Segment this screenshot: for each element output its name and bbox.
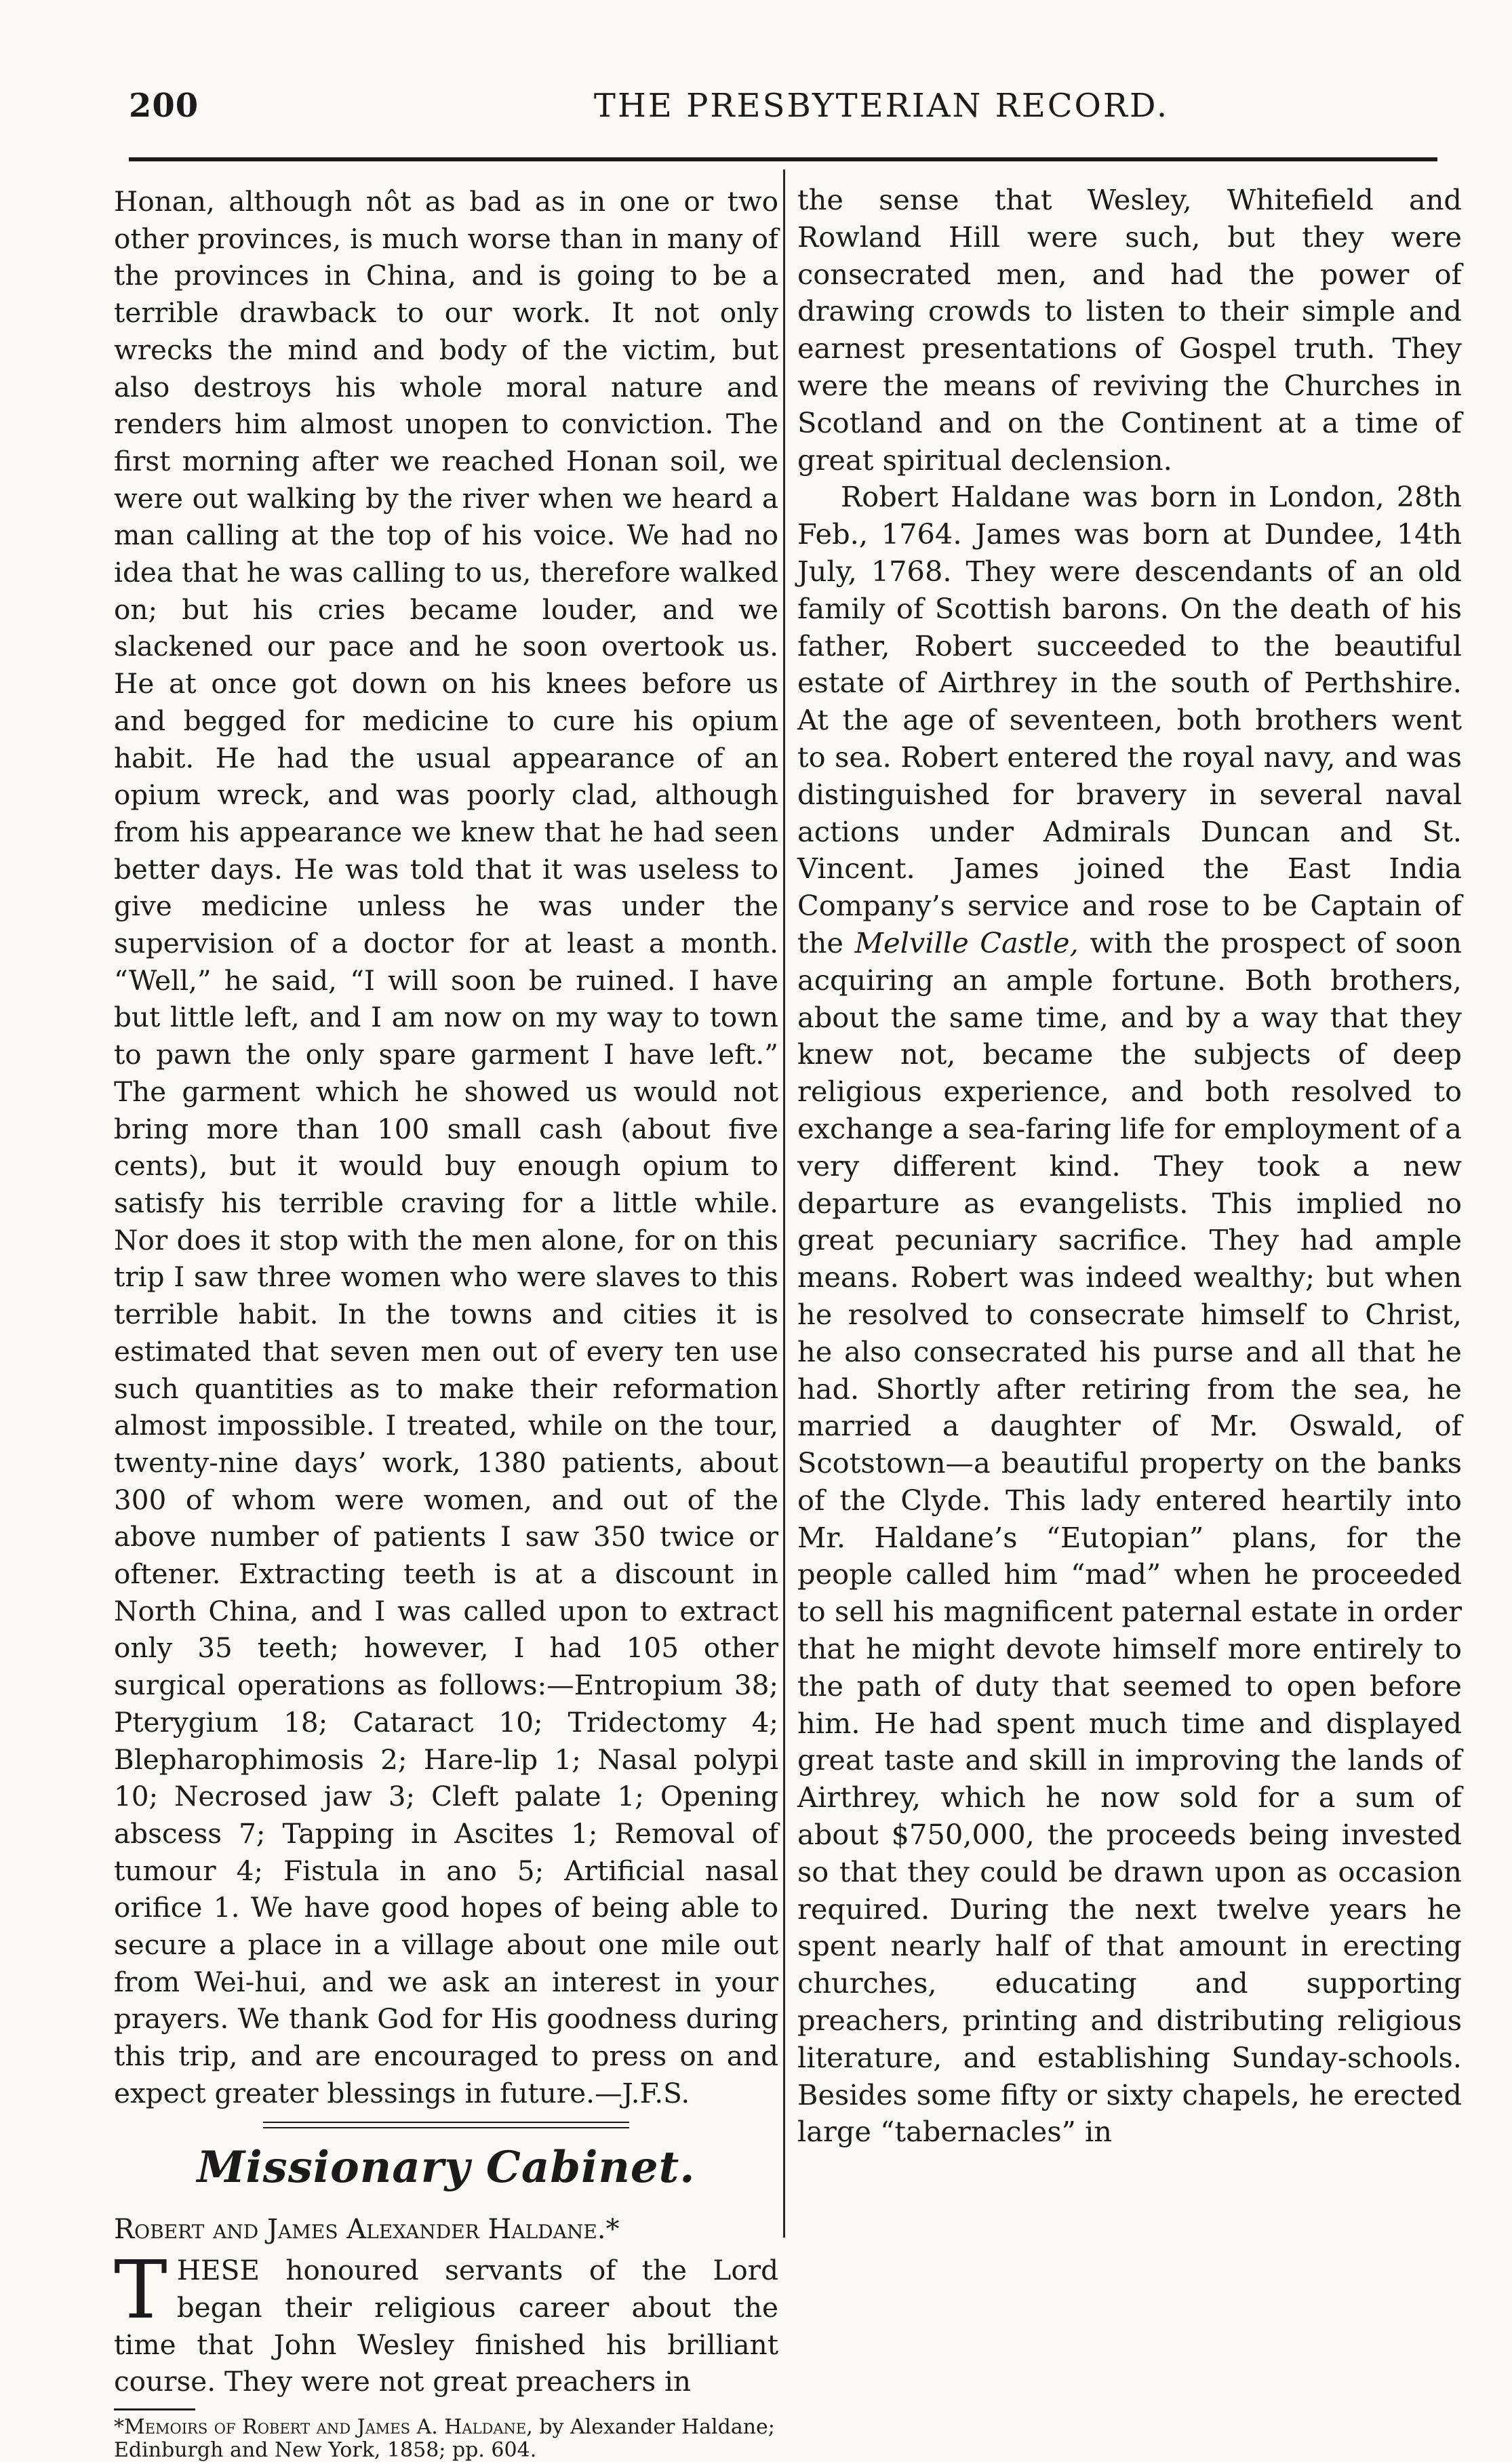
footnote [114,2416,778,2462]
page-header [129,87,1437,141]
haldane-intro-paragraph: the sense that Wesley, Whitefield and Rowland Hill were such, but they were consecrated men, and had the power of drawing crowds to listen to their simple and earnest presentations of Gospel truth. They were the means of reviving the Churches in Scotland and on the Continent at a time of great spiritual declension. [797,183,1462,477]
biography-text-part-2: with the prospect of soon acquiring an ample fortune. Both brothers, about the same time, and by a way that they knew not, became the subjects of deep religious experience, and both resolved to exchange a sea-faring life for employment of a very different kind. They took a new departure as evangelists. This implied no great pecuniary sacrifice. They had ample means. Robert was indeed wealthy; but when he resolved to consecrate himself to Christ, he also consecrated his purse and all that he had. Shortly after retiring from the sea, he married a daughter of Mr. Oswald, of Scotstown—a beautiful property on the banks of the Clyde. This lady entered heartily into Mr. Haldane’s “Eutopian” plans, for the people called him “mad” when he proceeded to sell his magnificent paternal estate in order that he might devote himself more entirely to the path of duty that seemed to open before him. He had spent much time and displayed great taste and skill in improving the lands of Airthrey, which he now sold for a sum of about $750,000, the proceeds being invested so that they could be drawn upon as occasion required. During the next twelve years he spent nearly half of that amount in erecting churches, educating and supporting preachers, printing and distributing religious literature, and establishing Sunday-schools. Besides some fifty or sixty chapels, he erected large “tabernacles” in [797,926,1462,2149]
right-column [797,182,1462,2151]
footnote-text: by Alexander Haldane; Edinburgh and New York, 1858; pp. 604. [114,2415,775,2462]
drop-cap: T [114,2243,167,2337]
article-title: Robert and James Alexander Haldane.* [114,2213,620,2245]
footnote-title: Memoirs of Robert and James A. Haldane, [124,2415,533,2440]
header-rule [129,157,1437,161]
haldane-biography-paragraph [797,479,1462,2151]
left-column [114,183,778,2462]
section-divider [263,2122,629,2128]
column-divider [783,170,785,2238]
biography-text-part-1: Robert Haldane was born in London, 28th Feb., 1764. James was born at Dundee, 14th July, 1768. They were descendants of an old family of Scottish barons. On the death of his father, Robert succeeded to the beautiful estate of Airthrey in the south of Perthshire. At the age of seventeen, both brothers went to sea. Robert entered the royal navy, and was distinguished for bravery in several naval actions under Admirals Duncan and St. Vincent. James joined the East India Company’s service and rose to be Captain of the [797,480,1462,959]
footnote-rule [114,2408,195,2410]
section-heading: Missionary Cabinet. [197,2141,696,2193]
ship-name: Melville Castle, [854,926,1079,959]
article-opening-paragraph [114,2243,778,2400]
honan-report-paragraph: Honan, although nôt as bad as in one or two other provinces, is much worse than in many of the provinces in China, and is going to be a terrible drawback to our work. It not only wrecks the mind and body of the victim, but also destroys his whole moral nature and renders him almost unopen to conviction. The first morning after we reached Honan soil, we were out walking by the river when we heard a man calling at the top of his voice. We had no idea that he was calling to us, therefore walked on; but his cries became louder, and we slackened our pace and he soon overtook us. He at once got down on his knees before us and begged for medicine to cure his opium habit. He had the usual appearance of an opium wreck, and was poorly clad, although from his appearance we knew that he had seen better days. He was told that it was useless to give medicine unless he was under the supervision of a doctor for at least a month. “Well,” he said, “I will soon be ruined. I have but little left, and I am now on my way to town to pawn the only spare garment I have left.” The garment which he showed us would not bring more than 100 small cash (about five cents), but it would buy enough opium to satisfy his terrible craving for a little while. Nor does it stop with the men alone, for on this trip I saw three women who were slaves to this terrible habit. In the towns and cities it is estimated that seven men out of every ten use such quantities as to make their reformation almost impossible. I treated, while on the tour, twenty-nine days’ work, 1380 patients, about 300 of whom were women, and out of the above number of patients I saw 350 twice or oftener. Extracting teeth is at a discount in North China, and I was called upon to extract only 35 teeth; however, I had 105 other surgical operations as follows:—Entropium 38; Pterygium 18; Cataract 10; Tridectomy 4; Blepharophimosis 2; Hare-lip 1; Nasal polypi 10; Necrosed jaw 3; Cleft palate 1; Opening abscess 7; Tapping in Ascites 1; Removal of tumour 4; Fistula in ano 5; Artificial nasal orifice 1. We have good hopes of being able to secure a place in a village about one mile out from Wei-hui, and we ask an interest in your prayers. We thank God for His goodness during this trip, and are encouraged to press on and expect greater blessings in future.—J.F.S. [114,185,778,2109]
page-number: 200 [129,87,199,125]
running-title: THE PRESBYTERIAN RECORD. [593,87,1170,125]
article-opening-text: HESE honoured servants of the Lord began their religious career about the time that John Wesley finished his brilliant course. They were not great preachers in [114,2254,778,2398]
footnote-marker: * [114,2415,124,2440]
